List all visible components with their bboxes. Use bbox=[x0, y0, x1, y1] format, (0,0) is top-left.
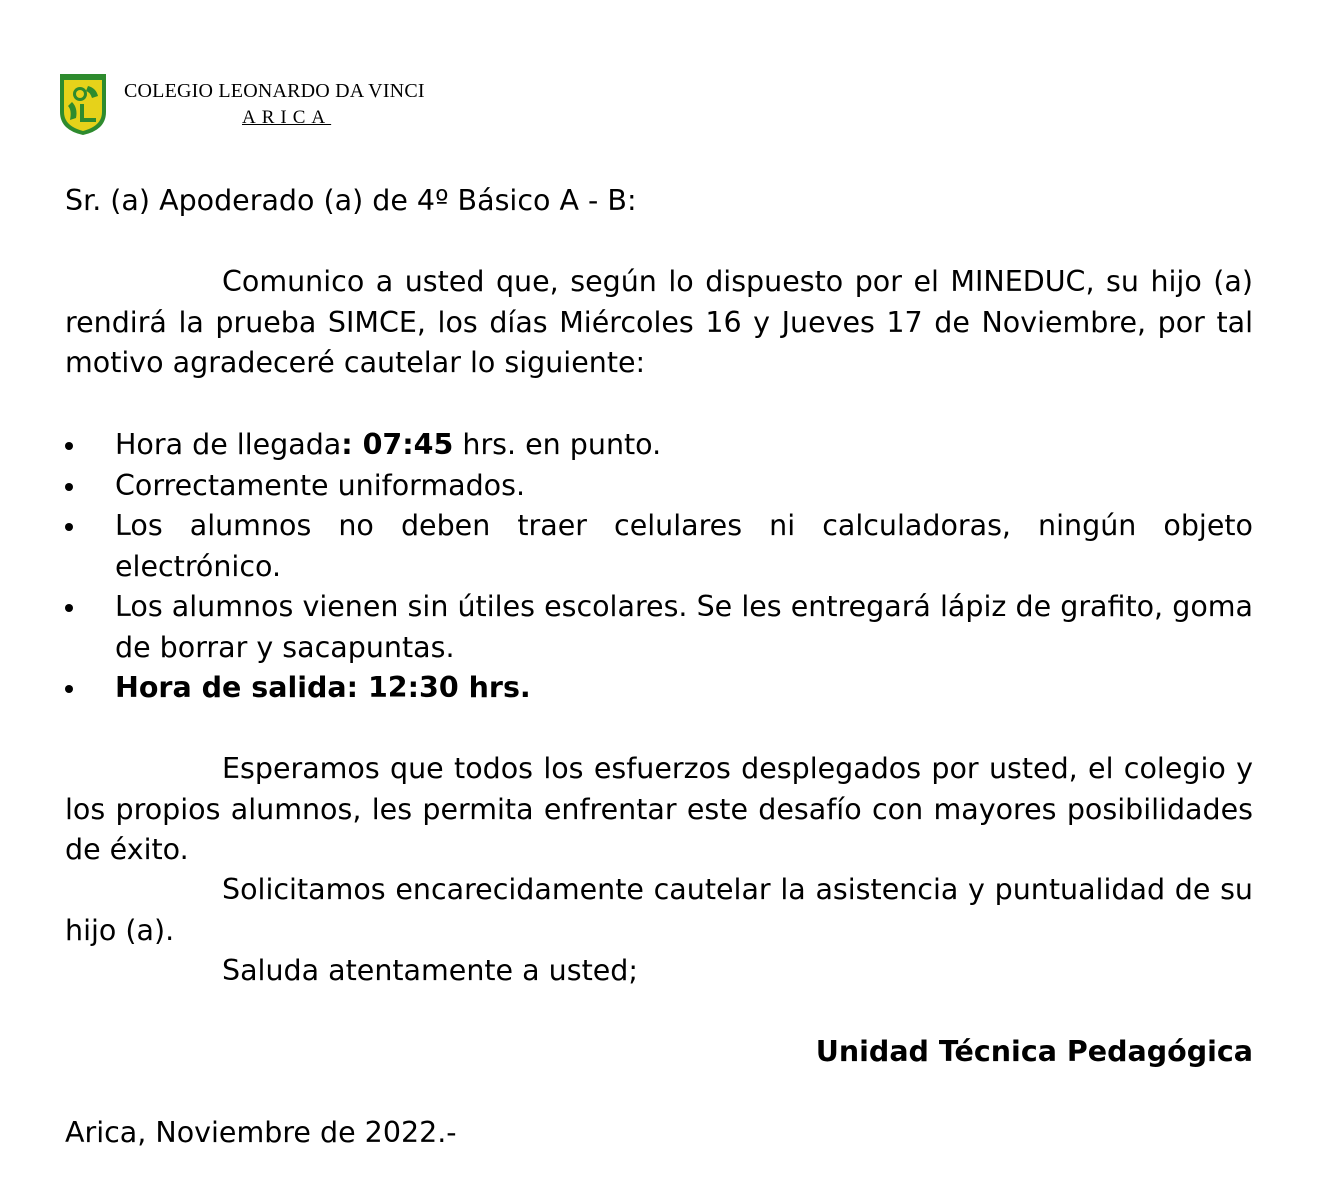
school-city: ARICA bbox=[242, 107, 332, 128]
arrival-suffix: hrs. en punto. bbox=[453, 428, 662, 461]
list-item-text: Los alumnos vienen sin útiles escolares. Se les entregará lápiz de grafito, goma de borrar y sacapuntas. bbox=[115, 590, 1253, 664]
list-item bbox=[65, 425, 1253, 466]
intro-paragraph: Comunico a usted que, según lo dispuesto por el MINEDUC, su hijo (a) rendirá la prueba SIMCE, los días Miércoles 16 y Jueves 17 de Noviembre, por tal motivo agradeceré cautelar lo siguiente: bbox=[65, 265, 1253, 379]
dateline: Arica, Noviembre de 2022.- bbox=[65, 1116, 457, 1149]
list-item bbox=[65, 466, 1253, 507]
list-item bbox=[65, 506, 1253, 587]
list-item bbox=[65, 668, 1253, 709]
bullet-icon bbox=[65, 604, 73, 612]
bullet-icon bbox=[65, 442, 73, 450]
signature: Unidad Técnica Pedagógica bbox=[815, 1035, 1253, 1068]
farewell: Saluda atentamente a usted; bbox=[222, 954, 638, 987]
school-crest-icon bbox=[58, 72, 108, 136]
salutation: Sr. (a) Apoderado (a) de 4º Básico A - B: bbox=[65, 184, 637, 217]
request-paragraph: Solicitamos encarecidamente cautelar la asistencia y puntualidad de su hijo (a). bbox=[65, 873, 1253, 947]
departure-time: Hora de salida: 12:30 hrs. bbox=[115, 671, 531, 704]
closing-paragraph: Esperamos que todos los esfuerzos desplegados por usted, el colegio y los propios alumnos, les permita enfrentar este desafío con mayores posibilidades de éxito. bbox=[65, 752, 1253, 866]
arrival-time: : 07:45 bbox=[341, 428, 454, 461]
letterhead bbox=[58, 72, 478, 138]
bullet-icon bbox=[65, 523, 73, 531]
list-item-text: Correctamente uniformados. bbox=[115, 468, 526, 502]
arrival-label: Hora de llegada bbox=[115, 428, 342, 461]
list-item bbox=[65, 587, 1253, 668]
bullet-icon bbox=[65, 685, 73, 693]
list-item-text: Los alumnos no deben traer celulares ni calculadoras, ningún objeto electrónico. bbox=[115, 509, 1253, 583]
school-name: COLEGIO LEONARDO DA VINCI bbox=[124, 80, 425, 102]
bullet-icon bbox=[65, 483, 73, 491]
instructions-list bbox=[65, 425, 1253, 709]
